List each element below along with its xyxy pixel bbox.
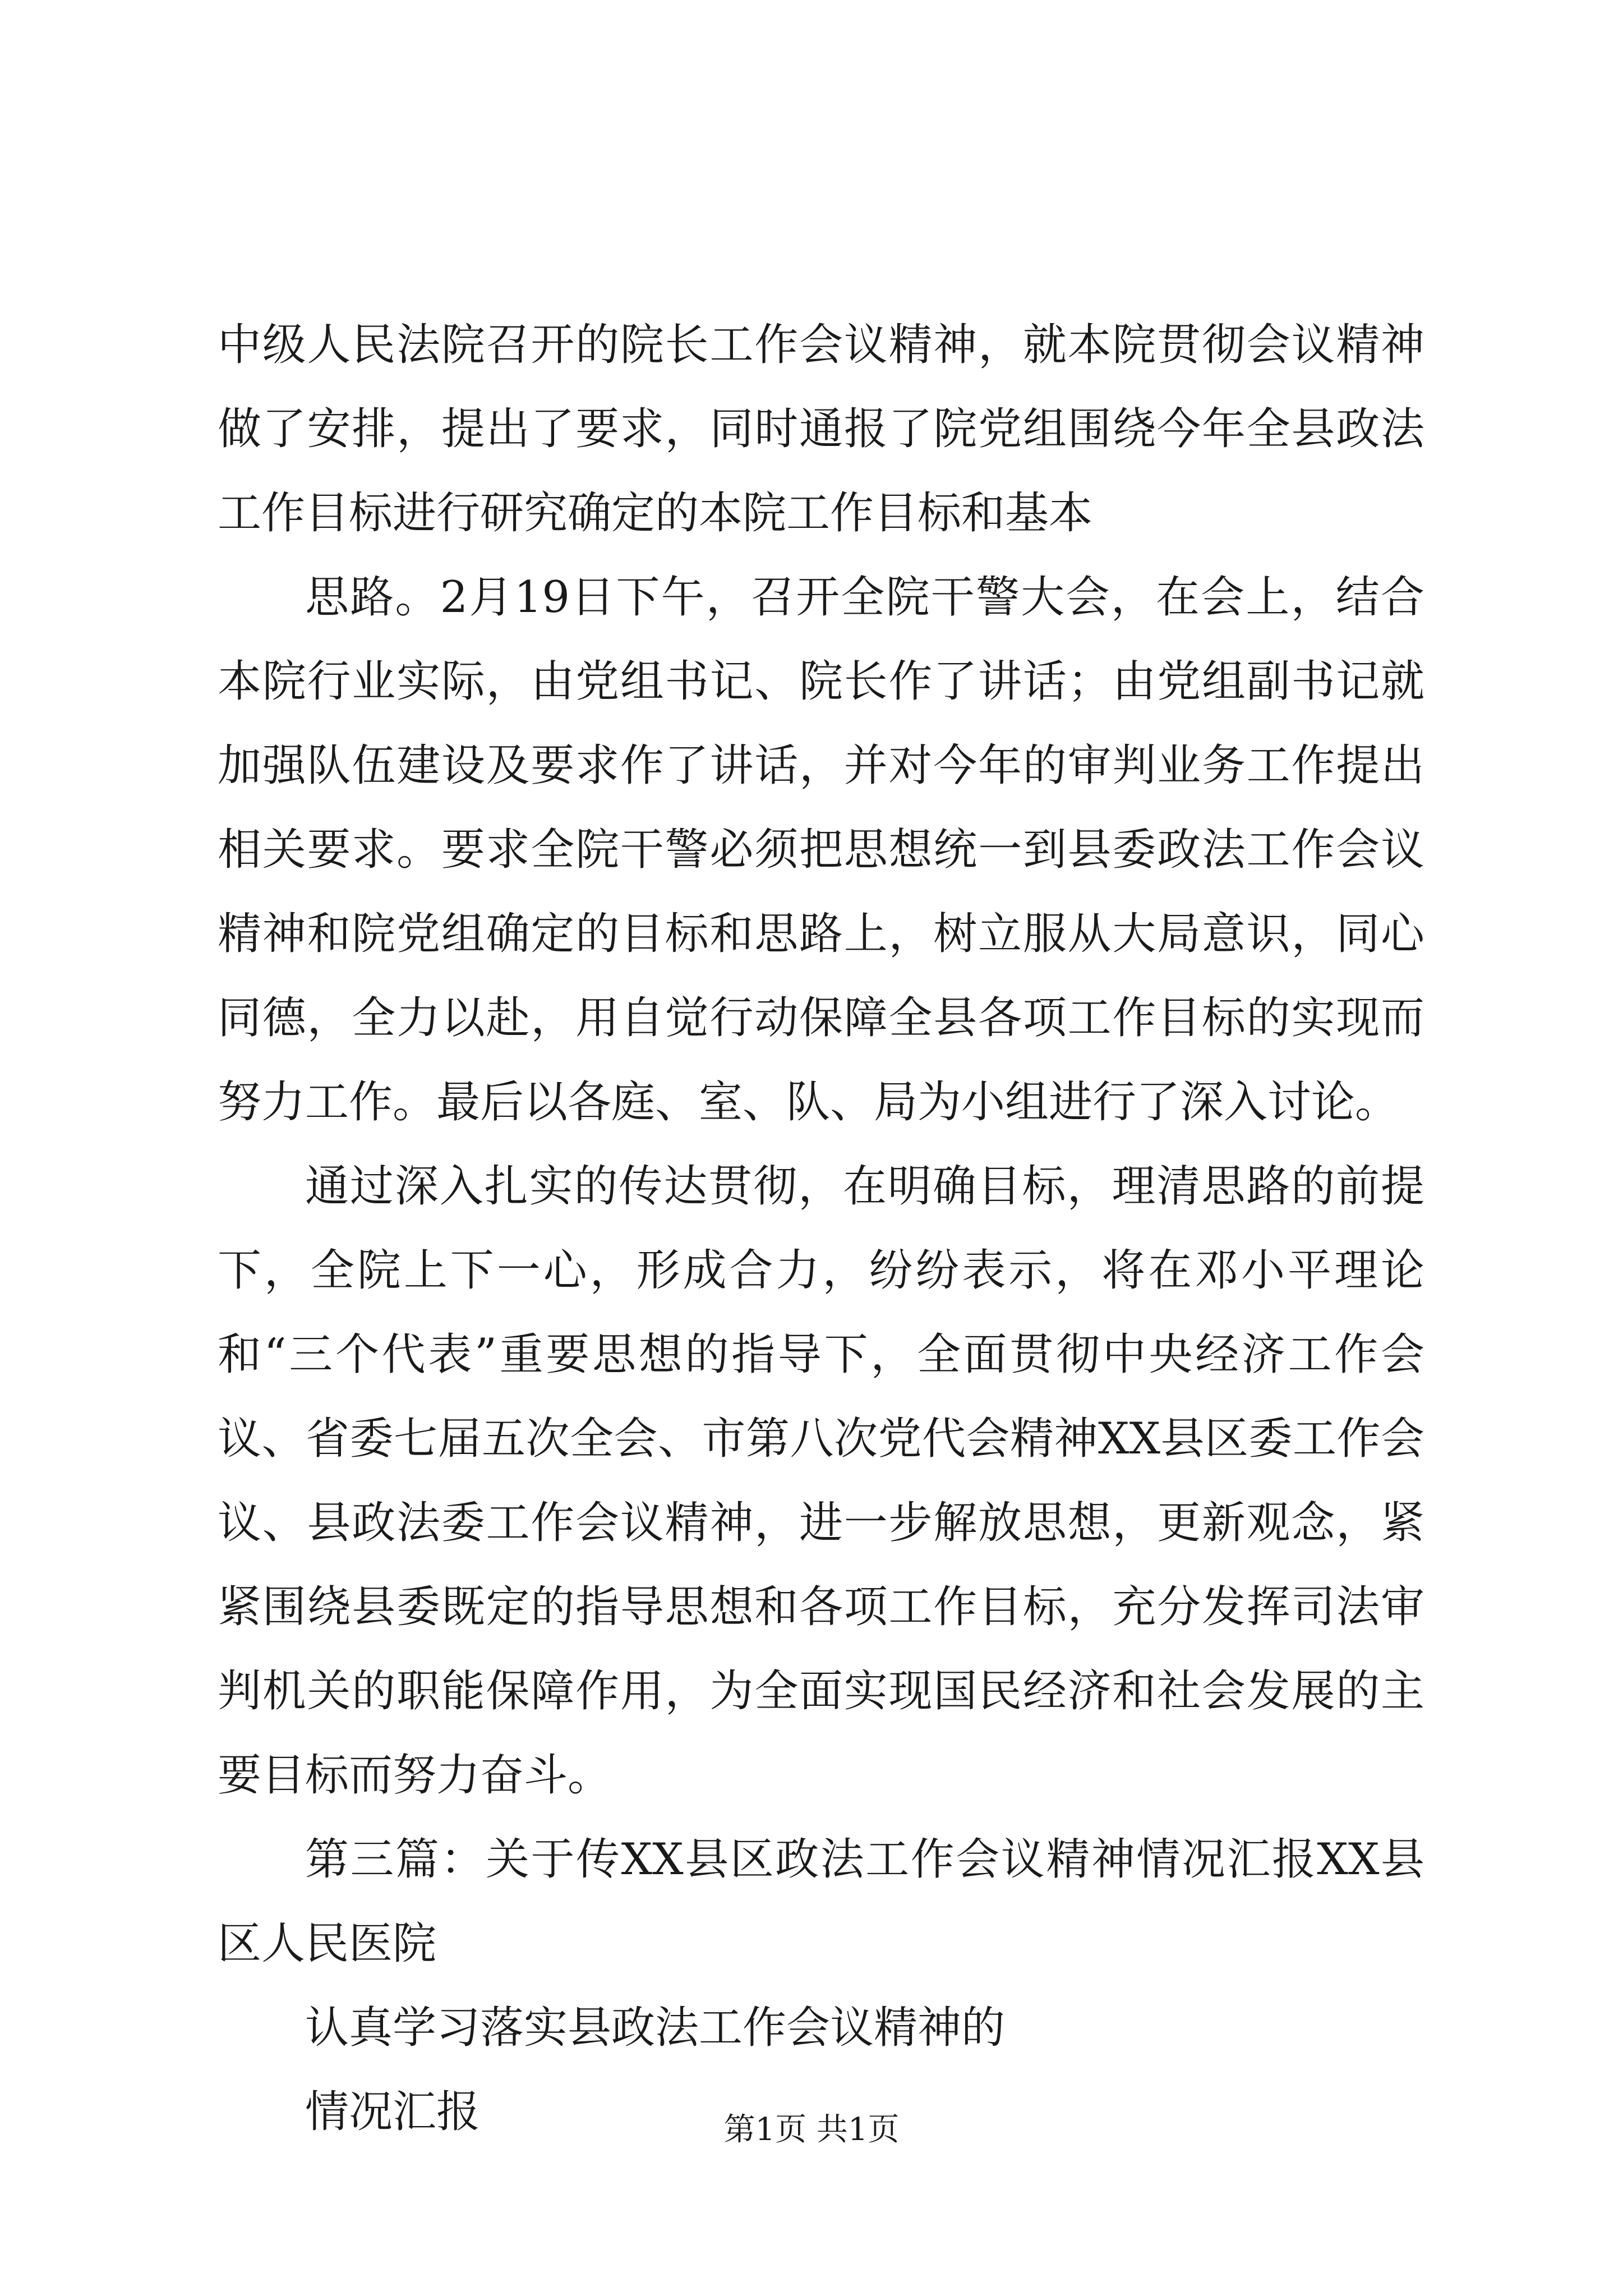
- section-heading: 第三篇：关于传XX县区政法工作会议精神情况汇报XX县区人民医院: [218, 1834, 1424, 1969]
- paragraph-2: 思路。2月19日下午，召开全院干警大会，在会上，结合本院行业实际，由党组书记、院长作了讲话；由党组副书记就加强队伍建设及要求作了讲话，并对今年的审判业务工作提出相关要求。要求全院干警必须把思想统一到县委政法工作会议精神和院党组确定的目标和思路上，树立服从大局意识，同心同德，全力以赴，用自觉行动保障全县各项工作目标的实现而努力工作。最后以各庭、室、队、局为小组进行了深入讨论。: [218, 572, 1424, 1128]
- paragraph-3: 通过深入扎实的传达贯彻，在明确目标，理清思路的前提下，全院上下一心，形成合力，纷纷表示，将在邓小平理论和“三个代表”重要思想的指导下，全面贯彻中央经济工作会议、省委七届五次全会、市第八次党代会精神XX县区委工作会议、县政法委工作会议精神，进一步解放思想，更新观念，紧紧围绕县委既定的指导思想和各项工作目标，充分发挥司法审判机关的职能保障作用，为全面实现国民经济和社会发展的主要目标而努力奋斗。: [218, 1161, 1424, 1801]
- document-body: [218, 303, 1424, 2154]
- page-footer: 第1页 共1页: [723, 2111, 900, 2148]
- paragraph-1: 中级人民法院召开的院长工作会议精神，就本院贯彻会议精神做了安排，提出了要求，同时通报了院党组围绕今年全县政法工作目标进行研究确定的本院工作目标和基本: [218, 320, 1424, 539]
- report-title-line-2: 情况汇报: [305, 2087, 481, 2137]
- report-title-line-1: 认真学习落实县政法工作会议精神的: [305, 2003, 1006, 2053]
